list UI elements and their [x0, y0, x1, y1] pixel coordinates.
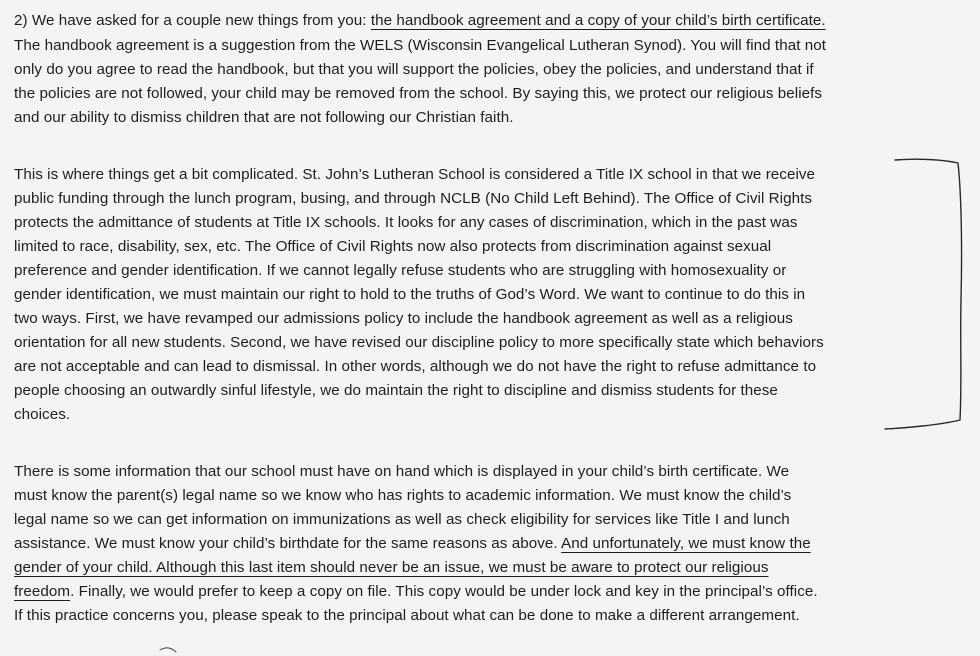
text-segment: 2) We have asked for a couple new things from you:	[14, 12, 371, 29]
text-line: There is some information that our school must have on hand which is displayed in your child’s birth certificate. We	[14, 463, 790, 480]
text-line: legal name so we can get information on immunizations as well as check eligibility for services like Title I and lunch	[14, 511, 790, 528]
text-line	[14, 581, 818, 603]
text-line: people choosing an outwardly sinful lifestyle, we do maintain the right to discipline and dismiss students for these	[14, 382, 778, 399]
handwritten-bracket-mark	[885, 159, 962, 429]
underlined-text: And unfortunately, we must know the	[561, 535, 811, 552]
pen-tick-mark	[160, 648, 176, 652]
text-line	[14, 10, 826, 32]
text-line: gender identification, we must maintain our right to hold to the truths of God’s Word. We want to continue to do this in	[14, 286, 806, 303]
text-line: protects the admittance of students at Title IX schools. It looks for any cases of discrimination, which in the past was	[14, 214, 798, 231]
text-segment: . Finally, we would prefer to keep a copy on file. This copy would be under lock and key in the principal’s office.	[70, 583, 818, 600]
text-line: only do you agree to read the handbook, but that you will support the policies, obey the policies, and understand that if	[14, 61, 814, 78]
text-line: and our ability to dismiss children that are not following our Christian faith.	[14, 109, 514, 126]
text-line: are not acceptable and can lead to dismissal. In other words, although we do not have the right to refuse admittance to	[14, 358, 817, 375]
text-line: This is where things get a bit complicated. St. John’s Lutheran School is considered a Title IX school in that we receive	[14, 166, 816, 183]
underlined-text: gender of your child. Although this last item should never be an issue, we must be aware to protect our religious	[14, 559, 769, 576]
text-line: choices.	[14, 406, 71, 423]
text-line	[14, 557, 768, 579]
text-line: public funding through the lunch program, busing, and through NCLB (No Child Left Behind). The Office of Civil Rights	[14, 190, 813, 207]
text-line: preference and gender identification. If we cannot legally refuse students who are struggling with homosexuality or	[14, 262, 787, 279]
text-line: limited to race, disability, sex, etc. The Office of Civil Rights now also protects from discrimination against sexual	[14, 238, 772, 255]
text-segment: assistance. We must know your child’s birthdate for the same reasons as above.	[14, 535, 562, 552]
text-line	[14, 533, 811, 555]
underlined-text: the handbook agreement and a copy of your child’s birth certificate.	[370, 12, 826, 29]
text-line: the policies are not followed, your child may be removed from the school. By saying this, we protect our religious beliefs	[14, 85, 823, 102]
text-line: must know the parent(s) legal name so we know who has rights to academic information. We must know the child’s	[14, 487, 792, 504]
text-line: The handbook agreement is a suggestion from the WELS (Wisconsin Evangelical Lutheran Synod). You will find that not	[14, 37, 826, 54]
underlined-text: freedom	[14, 583, 71, 600]
text-line: two ways. First, we have revamped our admissions policy to include the handbook agreement as well as a religious	[14, 310, 793, 327]
text-line: orientation for all new students. Second, we have revised our discipline policy to more specifically state which behaviors	[14, 334, 824, 351]
text-line: If this practice concerns you, please speak to the principal about what can be done to make a different arrangement.	[14, 607, 800, 624]
